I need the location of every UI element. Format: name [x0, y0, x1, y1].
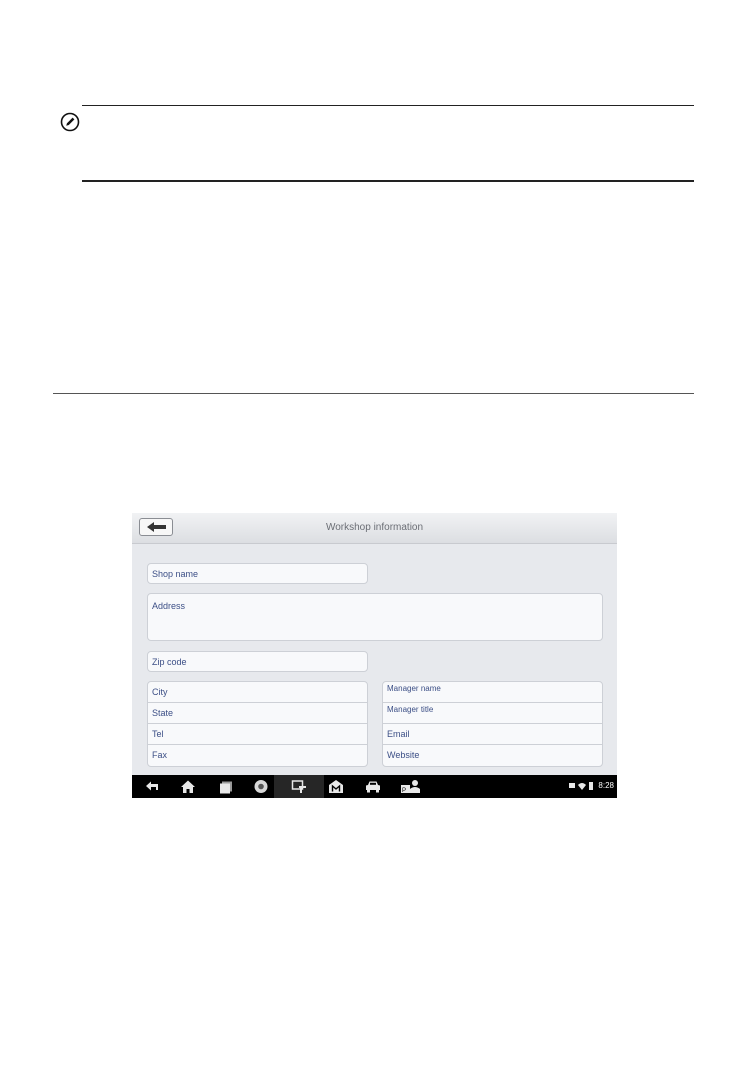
manager-name-label-line1: Manager — [387, 684, 419, 693]
fax-placeholder: Fax — [152, 750, 168, 760]
system-navigation-bar — [132, 775, 617, 798]
manager-title-label-line1: Manager — [387, 705, 419, 714]
recent-apps-icon[interactable] — [218, 779, 234, 794]
note-top-rule — [82, 105, 694, 106]
shop-name-placeholder: Shop name — [152, 569, 199, 579]
browser-icon[interactable] — [253, 779, 269, 794]
zip-code-field[interactable] — [147, 651, 368, 672]
support-icon[interactable] — [400, 779, 422, 794]
city-placeholder: City — [152, 687, 168, 697]
website-placeholder: Website — [387, 750, 420, 760]
tel-field[interactable] — [148, 724, 367, 745]
address-placeholder: Address — [152, 601, 186, 611]
zip-code-placeholder: Zip code — [152, 657, 187, 667]
manager-title-label-line2: title — [420, 705, 434, 714]
status-icons — [569, 782, 595, 791]
manager-title-field[interactable] — [383, 703, 602, 724]
location-contact-group — [147, 681, 368, 767]
home-icon[interactable] — [180, 779, 196, 794]
email-placeholder: Email — [387, 729, 410, 739]
email-field[interactable] — [383, 724, 602, 745]
fax-field[interactable] — [148, 745, 367, 766]
workshop-info-screen — [132, 513, 617, 798]
page-title: Workshop information — [325, 522, 424, 533]
website-field[interactable] — [383, 745, 602, 766]
manager-name-label-line2: name — [420, 684, 441, 693]
manager-contact-group — [382, 681, 603, 767]
state-field[interactable] — [148, 703, 367, 724]
pencil-note-icon — [60, 112, 80, 132]
state-placeholder: State — [152, 708, 174, 718]
city-field[interactable] — [148, 682, 367, 703]
maxifix-icon[interactable] — [328, 779, 344, 794]
vehicle-icon[interactable] — [365, 779, 381, 794]
message-icon — [569, 783, 575, 788]
battery-icon — [589, 782, 593, 790]
svg-text:P: P — [402, 788, 407, 794]
clock: 8:28 — [598, 781, 614, 790]
manager-name-field[interactable] — [383, 682, 602, 703]
shop-name-field[interactable] — [147, 563, 368, 584]
wifi-icon — [578, 783, 586, 790]
back-button[interactable] — [139, 518, 173, 536]
screen-cast-icon[interactable] — [291, 779, 307, 794]
tel-placeholder: Tel — [152, 729, 164, 739]
section-divider — [53, 393, 694, 394]
back-arrow-icon — [146, 521, 168, 533]
note-bottom-rule — [82, 180, 694, 182]
address-field[interactable] — [147, 593, 603, 641]
title-bar — [132, 513, 617, 544]
back-icon[interactable] — [144, 779, 160, 794]
